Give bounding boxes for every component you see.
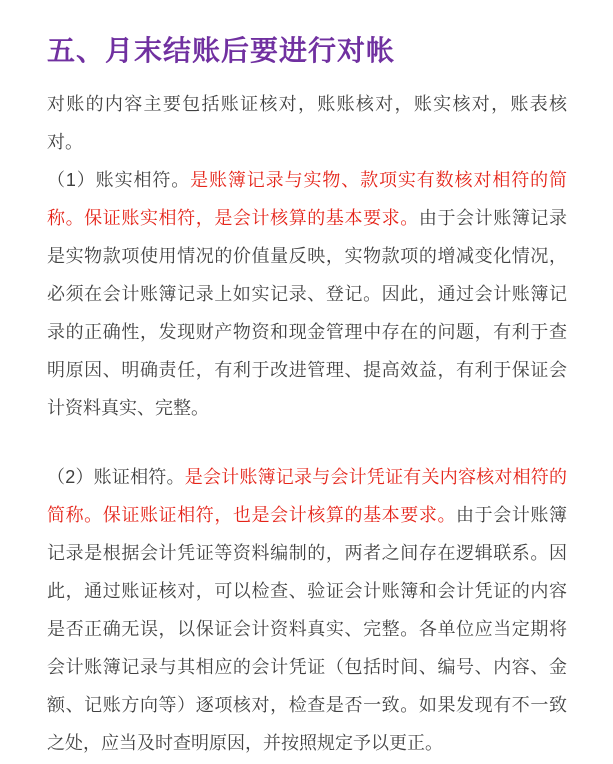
section-1-body: 由于会计账簿记录是实物款项使用情况的价值量反映，实物款项的增减变化情况，必须在会计账簿记录上如实记录、登记。因此，通过会计账簿记录的正确性，发现财产物资和现金管理中存在的问题，有利于查明原因、明确责任，有利于改进管理、提高效益，有利于保证会计资料真实、完整。 xyxy=(47,208,568,418)
section-2-body: 由于会计账簿记录是根据会计凭证等资料编制的，两者之间存在逻辑联系。因此，通过账证核对，可以检查、验证会计账簿和会计凭证的内容是否正确无误，以保证会计资料真实、完整。各单位应当定期将会计账簿记录与其相应的会计凭证（包括时间、编号、内容、金额、记账方向等）逐项核对，检查是否一致。如果发现有不一致之处，应当及时查明原因，并按照规定予以更正。 xyxy=(47,505,568,753)
intro-paragraph xyxy=(47,85,567,161)
section-1-label: （1）账实相符。 xyxy=(47,170,191,190)
section-2-definition-red: 是会计账簿记录与会计凭证有关内容核对相符的简称。保证账证相符，也是会计核算的基本要求。 xyxy=(47,467,568,525)
article-body xyxy=(47,85,567,762)
section-2-paragraph xyxy=(47,458,567,762)
section-1-definition-red: 是账簿记录与实物、款项实有数核对相符的简称。保证账实相符，是会计核算的基本要求。 xyxy=(47,170,568,228)
section-1-paragraph xyxy=(47,161,567,427)
intro-text: 对账的内容主要包括账证核对，账账核对，账实核对，账表核对。 xyxy=(47,94,567,152)
page-title: 五、月末结账后要进行对帐 xyxy=(47,35,396,66)
document-content xyxy=(0,34,613,762)
section-2-label: （2）账证相符。 xyxy=(47,467,185,487)
